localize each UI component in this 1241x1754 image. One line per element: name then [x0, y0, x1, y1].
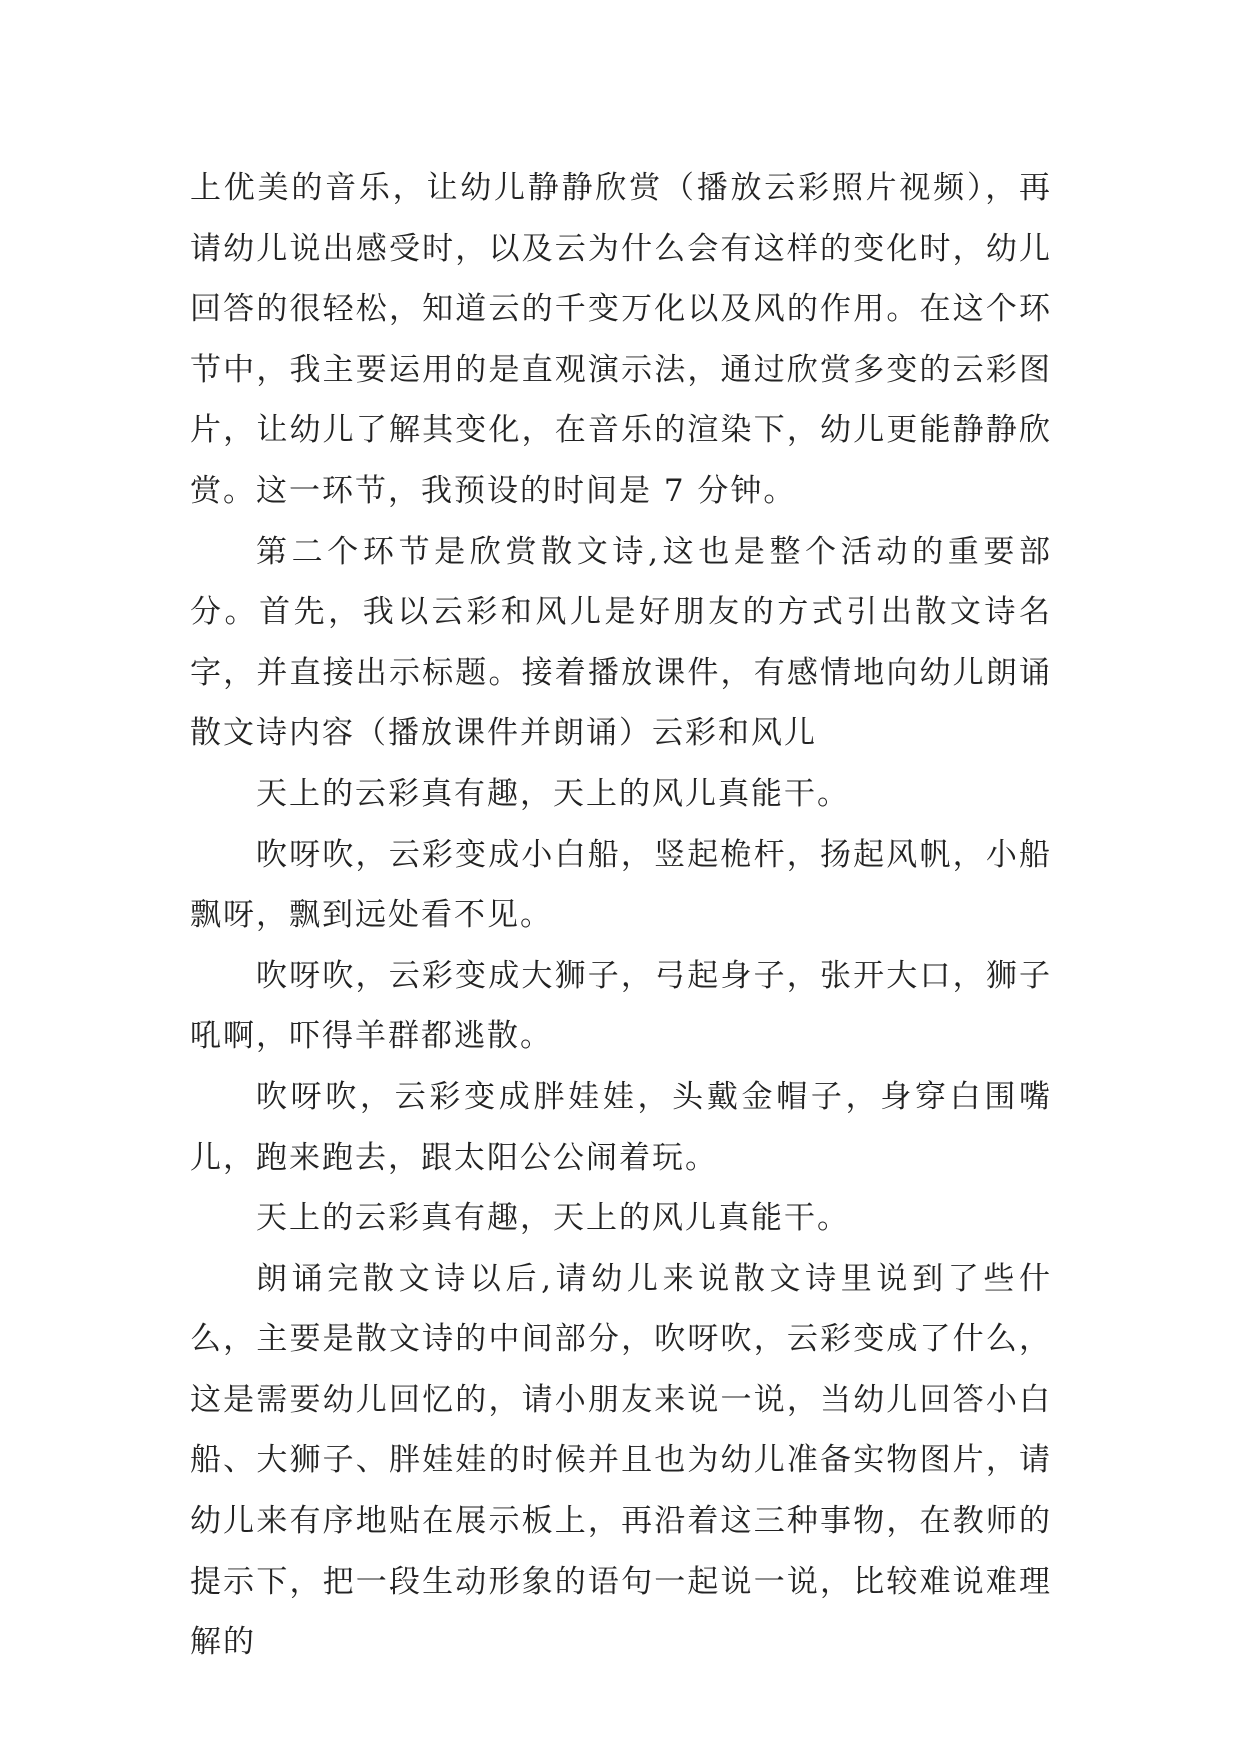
document-body	[190, 158, 1052, 1673]
poem-stanza-baby: 吹呀吹，云彩变成胖娃娃，头戴金帽子，身穿白围嘴儿，跑来跑去，跟太阳公公闹着玩。	[190, 1078, 1052, 1176]
poem-line-1: 天上的云彩真有趣，天上的风儿真能干。	[256, 775, 850, 812]
poem-stanza-boat: 吹呀吹，云彩变成小白船，竖起桅杆，扬起风帆，小船飘呀，飘到远处看不见。	[190, 836, 1052, 934]
paragraph-3: 朗诵完散文诗以后,请幼儿来说散文诗里说到了些什么，主要是散文诗的中间部分，吹呀吹，云彩变成了什么，这是需要幼儿回忆的，请小朋友来说一说，当幼儿回答小白船、大狮子、胖娃娃的时候并且也为幼儿准备实物图片，请幼儿来有序地贴在展示板上，再沿着这三种事物，在教师的提示下，把一段生动形象的语句一起说一说，比较难说难理解的	[190, 1260, 1052, 1661]
poem-line-last: 天上的云彩真有趣，天上的风儿真能干。	[256, 1200, 850, 1237]
paragraph-2: 第二个环节是欣赏散文诗,这也是整个活动的重要部分。首先，我以云彩和风儿是好朋友的方式引出散文诗名字，并直接出示标题。接着播放课件，有感情地向幼儿朗诵散文诗内容（播放课件并朗诵）云彩和风儿	[190, 533, 1052, 752]
poem-stanza-lion: 吹呀吹，云彩变成大狮子，弓起身子，张开大口，狮子吼啊，吓得羊群都逃散。	[190, 957, 1052, 1055]
paragraph-1: 上优美的音乐，让幼儿静静欣赏（播放云彩照片视频），再请幼儿说出感受时，以及云为什么会有这样的变化时，幼儿回答的很轻松，知道云的千变万化以及风的作用。在这个环节中，我主要运用的是直观演示法，通过欣赏多变的云彩图片，让幼儿了解其变化，在音乐的渲染下，幼儿更能静静欣赏。这一环节，我预设的时间是 7 分钟。	[190, 170, 1052, 509]
